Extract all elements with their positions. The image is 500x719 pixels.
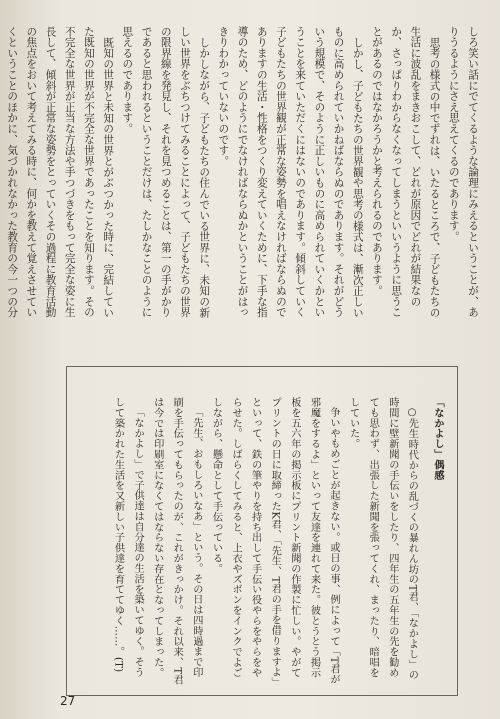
- paragraph: 争いやもめごとが起きない。或日の事、例によって「T君が邪魔をするよ」といって友達を連れて来た。彼とうとう掲示板を五六年の掲示板にプリント新聞の作製に忙しい。やがてプリントの日に取締ったK君、「先生、T君の手を借りますよ」といって、鉄の筆やりを持ち出して手伝い役やらをやらをやらせた。しばらくしてみると、上衣やズボンをインクでよごしながら、懸命として手伝っている。: [210, 397, 340, 685]
- paragraph: 思考の様式の中でずれは、いたるところで、子どもたちの生活に波乱をまきおこして、どれが原因でどれが結果なのか、さっぱりわからなくなってしまうといいうように思うことがあるのではなかろうかと考えられるのであります。: [370, 26, 441, 318]
- boxed-column-title: 「なかよし」偶感: [432, 397, 444, 481]
- paragraph: 「先生、おもしろいなあ」という。その日は四時過まで印刷を手伝ってもらったのが、これがきっかけ。それ以来、T君は今では印刷室になくてはならない存在となってしまった。: [151, 397, 202, 685]
- boxed-column-text: [75, 397, 447, 685]
- body-text-column: [6, 26, 482, 326]
- paragraph: しかしながら、子どもたちの住んでいる世界に、未知の新しい世界をぶちつけてみることによって、子どもたちの世界の限界線を発見し、それを見つめることは、第一の手がかりであると思われるということだけは、たしかなことのように思えるのであります。: [121, 26, 211, 318]
- paragraph: 「なかよし」で子供達は自分達の生活を築いてゆく。そうして築かれた生活を又新しい子供達を育ててゆく……。(T): [112, 397, 144, 678]
- boxed-column: [66, 366, 458, 696]
- paragraph: しかし、子どもたちの世界観や思考の様式は、漸次正しいものに高められていかねばならぬのであります。それがどういう規模で、そのように正しいものに高められていくかということを来ていただくにはないのであります。傾斜していく子どもたちの世界観が正常な姿勢を唱えなければならぬのでありますの生活・性格をつくり変えていくために、下手な指導のため、どのようにでなければならぬかということがはっきりわかっていないのです。: [217, 26, 364, 318]
- paragraph: 既知の世界と未知の世界とがぶつかった時に、完結していた既知の世界が不完全な世界であったことを知ります。その不完全な世界が正当な方法や手つづきをもって完全な姿に生長して、傾斜が正常な姿勢をとっていくその過程に教育活動の焦点をおいて考えてみる時に、何かを教えて覚えさせていくということのほかに、気づかれなかった教育の今一つの分: [6, 26, 115, 318]
- paragraph: しろ笑い話にでてくるような論理にみえるということが、ありうるようにさえ思えてくるのであります。: [447, 26, 479, 318]
- page-number: 27: [60, 694, 76, 708]
- paragraph: ○先生時代からの乱づくの暴れん坊のT君、「なかよし」の時間に壁新聞の手伝いをしたり、四年生の五年生の先を勧めても思わず、出張した新聞を張ってくれ、まったり、暗唱をしていた。: [347, 397, 418, 681]
